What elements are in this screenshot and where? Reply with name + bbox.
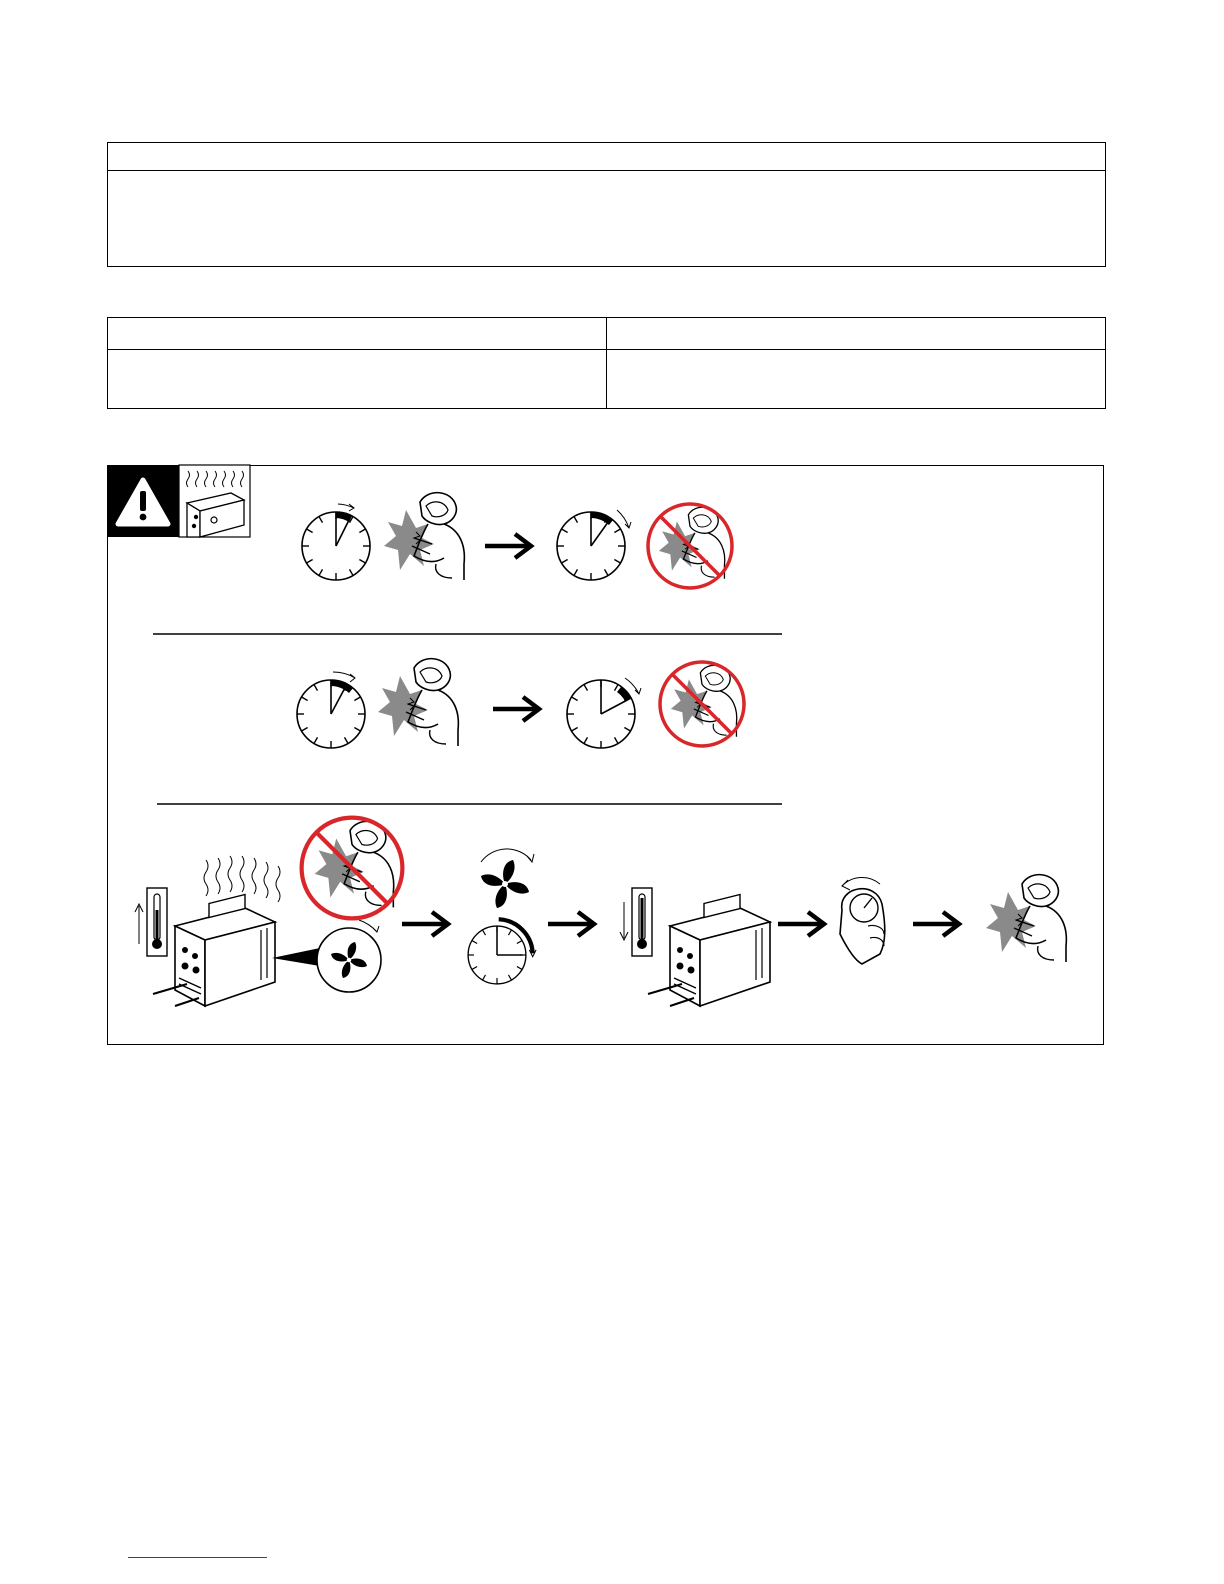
row-2-duty-cycle bbox=[297, 659, 744, 748]
arrow-right-icon bbox=[913, 912, 959, 936]
no-welding-icon bbox=[660, 662, 744, 746]
arrow-right-icon bbox=[493, 697, 539, 721]
warning-triangle-icon bbox=[107, 465, 179, 537]
clock-duty-cycle-icon bbox=[297, 672, 365, 748]
welder-icon bbox=[384, 493, 464, 580]
clock-duty-cycle-icon bbox=[302, 504, 370, 580]
clock-duty-cycle-icon bbox=[557, 510, 631, 580]
hand-turn-knob-icon bbox=[840, 878, 885, 964]
fan-icon bbox=[317, 920, 381, 992]
thermometer-icon bbox=[620, 888, 652, 956]
clock-duty-cycle-icon bbox=[468, 919, 536, 984]
welding-machine-icon bbox=[648, 895, 770, 1006]
row-3-overheat-sequence bbox=[135, 818, 1066, 1006]
arrow-right-icon bbox=[485, 534, 531, 558]
welder-icon bbox=[986, 875, 1066, 962]
arrow-right-icon bbox=[548, 912, 594, 936]
row-1-duty-cycle bbox=[302, 493, 732, 588]
fan-icon bbox=[481, 849, 534, 908]
footer-link-underline[interactable] bbox=[128, 1557, 267, 1558]
welder-icon bbox=[378, 659, 458, 746]
no-welding-icon bbox=[302, 818, 403, 919]
overheated-unit-icon bbox=[179, 465, 250, 537]
welding-machine-icon bbox=[153, 895, 275, 1006]
thermometer-icon bbox=[135, 888, 167, 956]
no-welding-icon bbox=[648, 504, 732, 588]
arrow-right-icon bbox=[778, 912, 824, 936]
clock-duty-cycle-icon bbox=[567, 678, 641, 748]
arrow-right-icon bbox=[402, 912, 448, 936]
